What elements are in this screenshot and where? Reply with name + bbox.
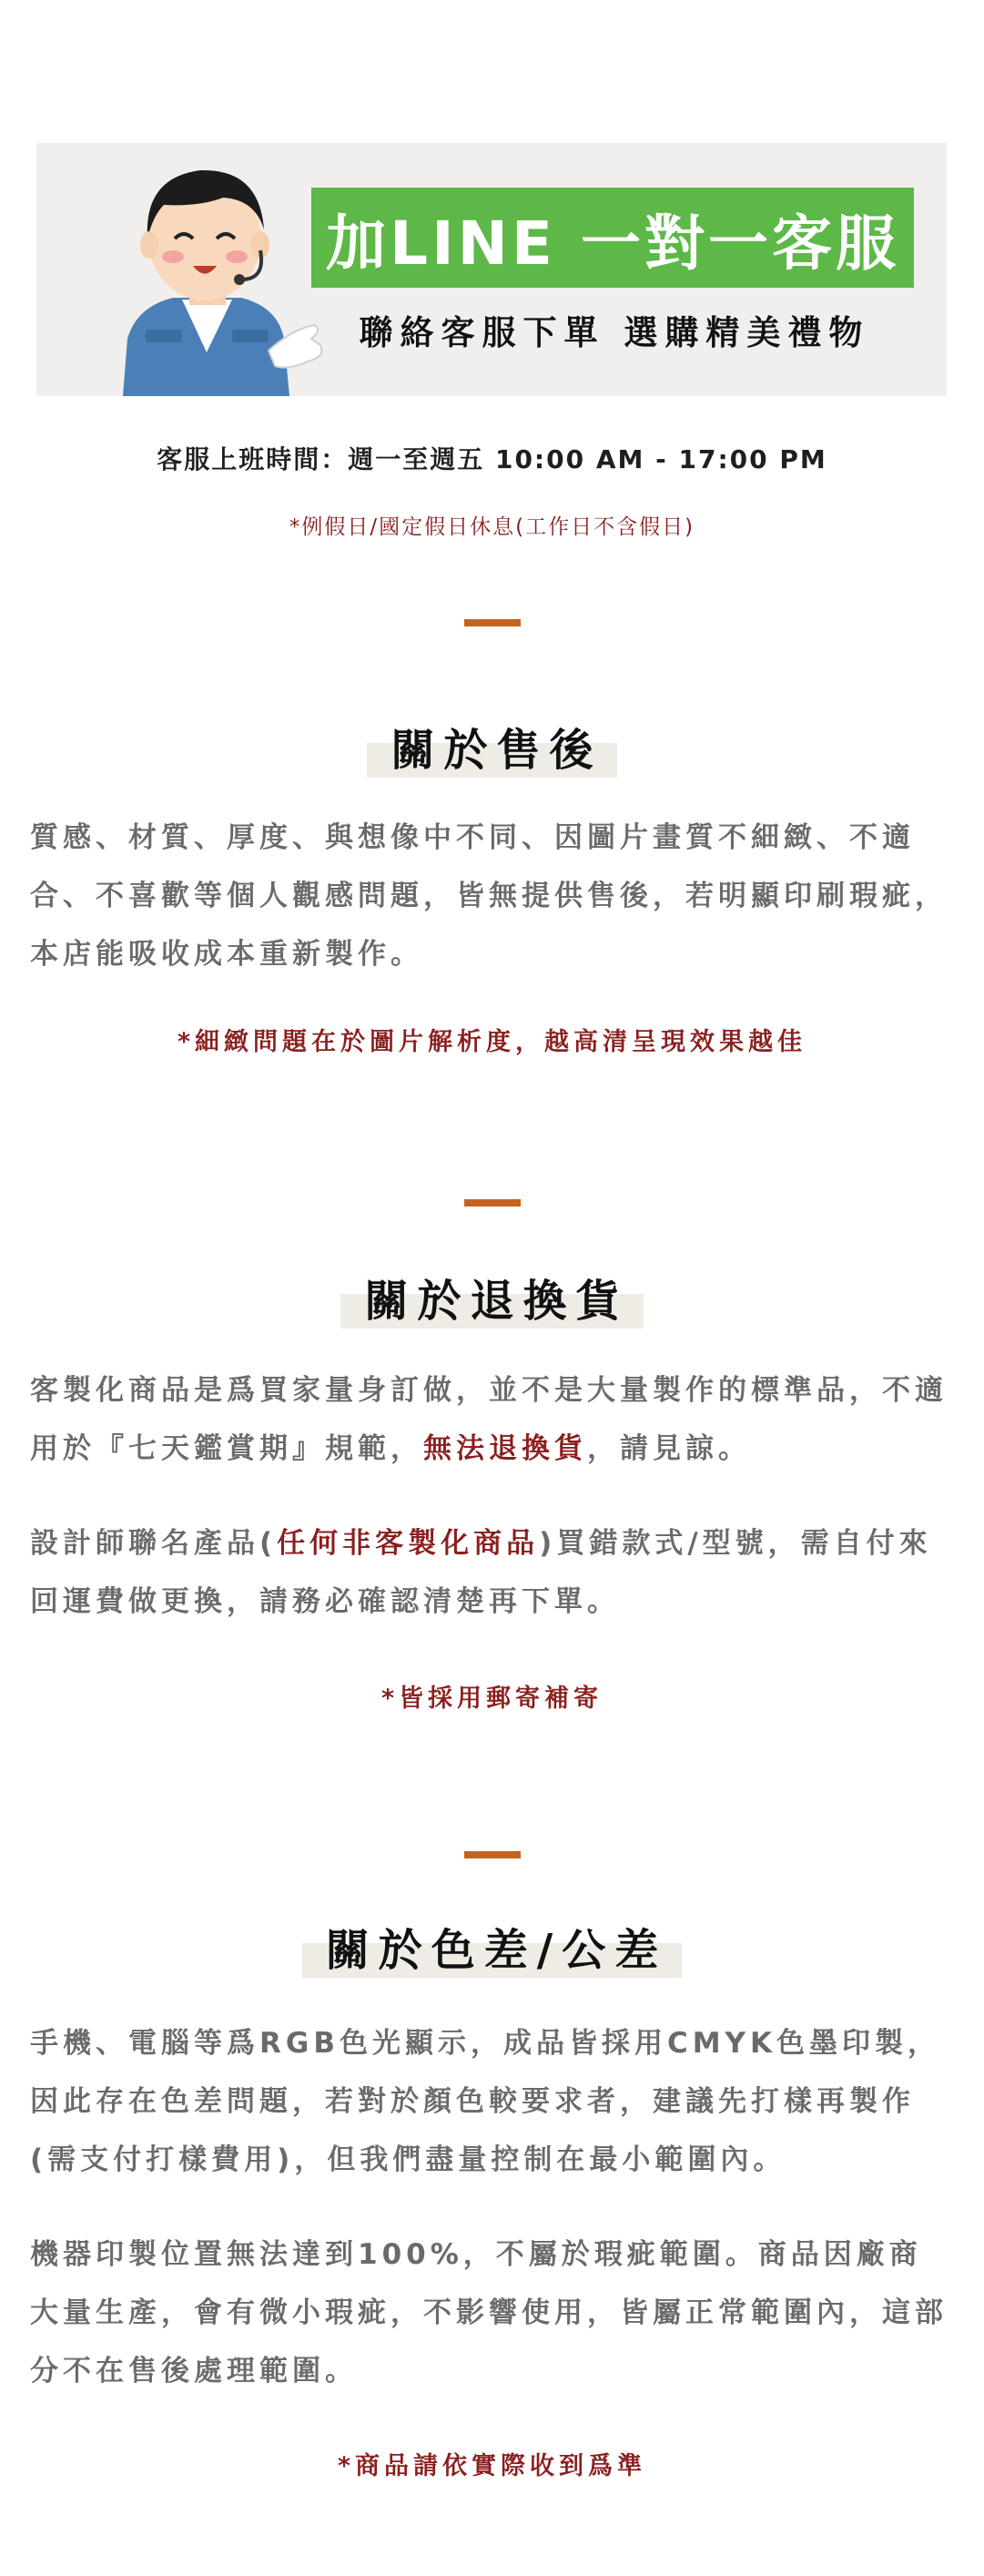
section-divider xyxy=(464,1851,521,1858)
returns-paragraph-2 xyxy=(30,1514,954,1631)
no-return-highlight: 無法退換貨 xyxy=(423,1432,587,1465)
after-sales-paragraph: 質感、材質、厚度、與想像中不同、因圖片畫質不細緻、不適合、不喜歡等個人觀感問題，皆無提供售後，若明顯印刷瑕疵，本店能吸收成本重新製作。 xyxy=(30,821,948,971)
line-subtitle: 聯絡客服下單 選購精美禮物 xyxy=(359,313,870,352)
service-hours: 客服上班時間：週一至週五 10:00 AM - 17:00 PM xyxy=(157,444,827,474)
returns-p2-text: 設計師聯名產品( xyxy=(30,1527,278,1560)
returns-note: *皆採用郵寄補寄 xyxy=(380,1685,604,1713)
section-divider xyxy=(464,619,521,626)
color-diff-paragraph-2: 機器印製位置無法達到100%，不屬於瑕疵範圍。商品因廠商大量生產，會有微小瑕疵，不影響使用，皆屬正常範圍內，這部分不在售後處理範圍。 xyxy=(30,2238,948,2388)
color-diff-note: *商品請依實際收到爲準 xyxy=(337,2452,647,2480)
line-banner[interactable] xyxy=(36,143,947,396)
returns-p1-end: ，請見諒。 xyxy=(587,1432,751,1465)
returns-p1-text: 客製化商品是爲買家量身訂做，並不是大量製作的標準品，不適用於『七天鑑賞期』規範， xyxy=(30,1374,948,1465)
customer-service-illustration xyxy=(73,143,328,396)
after-sales-note: *細緻問題在於圖片解析度，越高清呈現效果越佳 xyxy=(177,1028,807,1056)
color-diff-heading: 關於色差/公差 xyxy=(0,1915,984,1978)
returns-p2-end: )買錯款式/型號，需自付來回運費做更換，請務必確認清楚再下單。 xyxy=(30,1527,932,1618)
returns-heading: 關於退換貨 xyxy=(0,1266,984,1329)
color-diff-paragraph-1: 手機、電腦等爲RGB色光顯示，成品皆採用CMYK色墨印製，因此存在色差問題，若對於顏色較要求者，建議先打樣再製作 (需支付打樣費用)，但我們盡量控制在最小範圍內。 xyxy=(30,2027,941,2176)
section-divider xyxy=(464,1199,521,1207)
line-title[interactable]: 加LINE 一對一客服 xyxy=(311,188,914,288)
non-custom-highlight: 任何非客製化商品 xyxy=(277,1527,540,1560)
holiday-note: *例假日/國定假日休息(工作日不含假日) xyxy=(289,515,695,539)
returns-paragraph-1 xyxy=(30,1361,954,1478)
after-sales-heading: 關於售後 xyxy=(0,715,984,778)
